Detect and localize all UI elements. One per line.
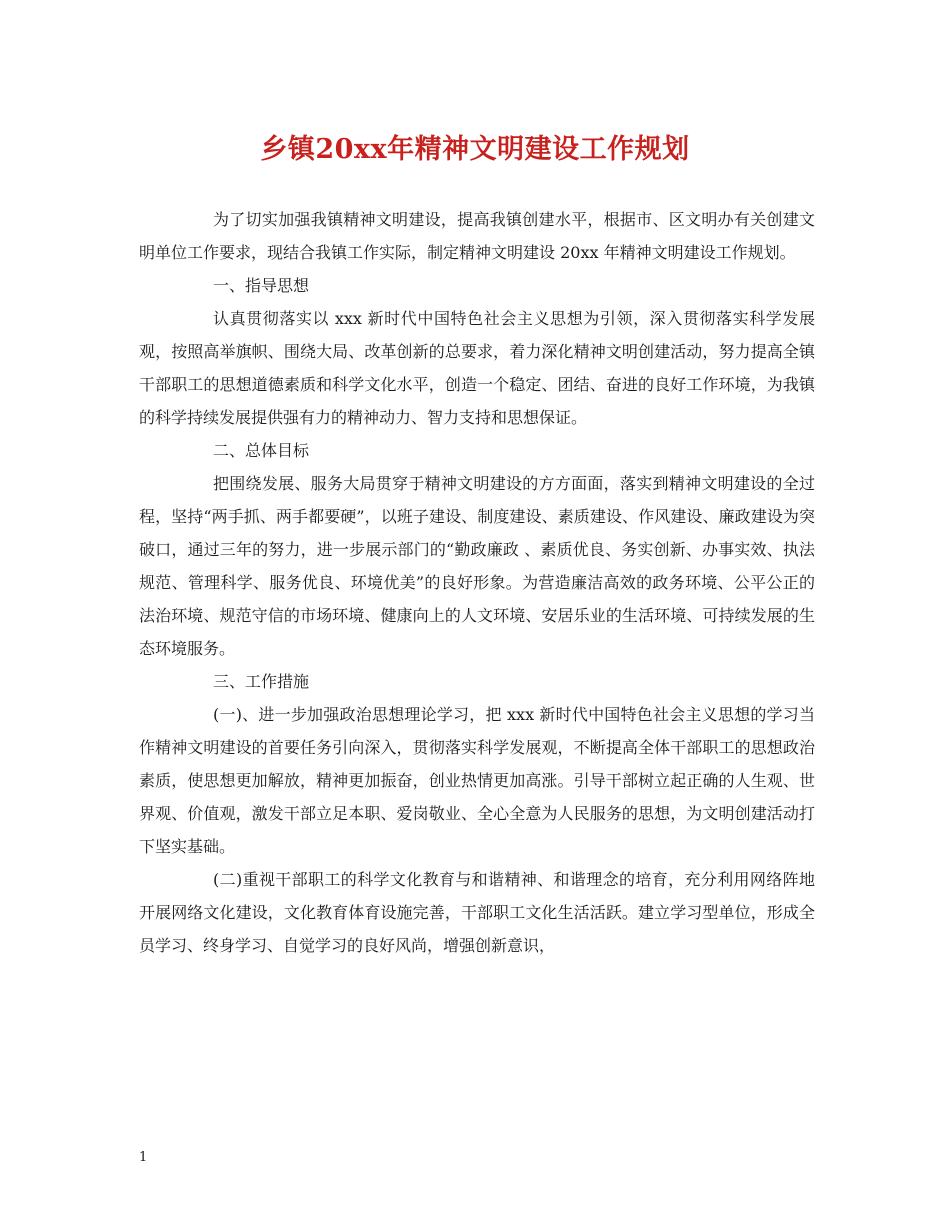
section-heading-work-measures: 三、工作措施: [213, 672, 310, 691]
document-body: [139, 203, 815, 962]
section-heading-guiding-ideology: 一、指导思想: [213, 276, 310, 295]
paragraph-overall-goal: 把围绕发展、服务大局贯穿于精神文明建设的方方面面，落实到精神文明建设的全过程，坚持“两手抓、两手都要硬”，以班子建设、制度建设、素质建设、作风建设、廉政建设为突破口，通过三年的努力，进一步展示部门的“勤政廉政 、素质优良、务实创新、办事实效、执法规范、管理科学、服务优良、环境优美”的良好形象。为营造廉洁高效的政务环境、公平公正的法治环境、规范守信的市场环境、健康向上的人文环境、安居乐业的生活环境、可持续发展的生态环境服务。: [139, 474, 815, 658]
paragraph-measure-1: (一)、进一步加强政治思想理论学习，把 xxx 新时代中国特色社会主义思想的学习当作精神文明建设的首要任务引向深入，贯彻落实科学发展观，不断提高全体干部职工的思想政治素质，使思想更加解放，精神更加振奋，创业热情更加高涨。引导干部树立起正确的人生观、世界观、价值观，激发干部立足本职、爱岗敬业、全心全意为人民服务的思想，为文明创建活动打下坚实基础。: [139, 705, 815, 856]
paragraph-guiding-ideology: 认真贯彻落实以 xxx 新时代中国特色社会主义思想为引领，深入贯彻落实科学发展观，按照高举旗帜、围绕大局、改革创新的总要求，着力深化精神文明创建活动，努力提高全镇干部职工的思想道德素质和科学文化水平，创造一个稳定、团结、奋进的良好工作环境，为我镇的科学持续发展提供强有力的精神动力、智力支持和思想保证。: [139, 309, 815, 427]
document-title: 乡镇20xx年精神文明建设工作规划: [260, 134, 690, 165]
paragraph-intro: 为了切实加强我镇精神文明建设，提高我镇创建水平，根据市、区文明办有关创建文明单位工作要求，现结合我镇工作实际，制定精神文明建设 20xx 年精神文明建设工作规划。: [139, 210, 815, 262]
page-number: 1: [139, 1150, 148, 1165]
paragraph-measure-2: (二)重视干部职工的科学文化教育与和谐精神、和谐理念的培育，充分利用网络阵地开展网络文化建设，文化教育体育设施完善，干部职工文化生活活跃。建立学习型单位，形成全员学习、终身学习、自觉学习的良好风尚，增强创新意识，: [139, 870, 815, 955]
section-heading-overall-goal: 二、总体目标: [213, 441, 310, 460]
